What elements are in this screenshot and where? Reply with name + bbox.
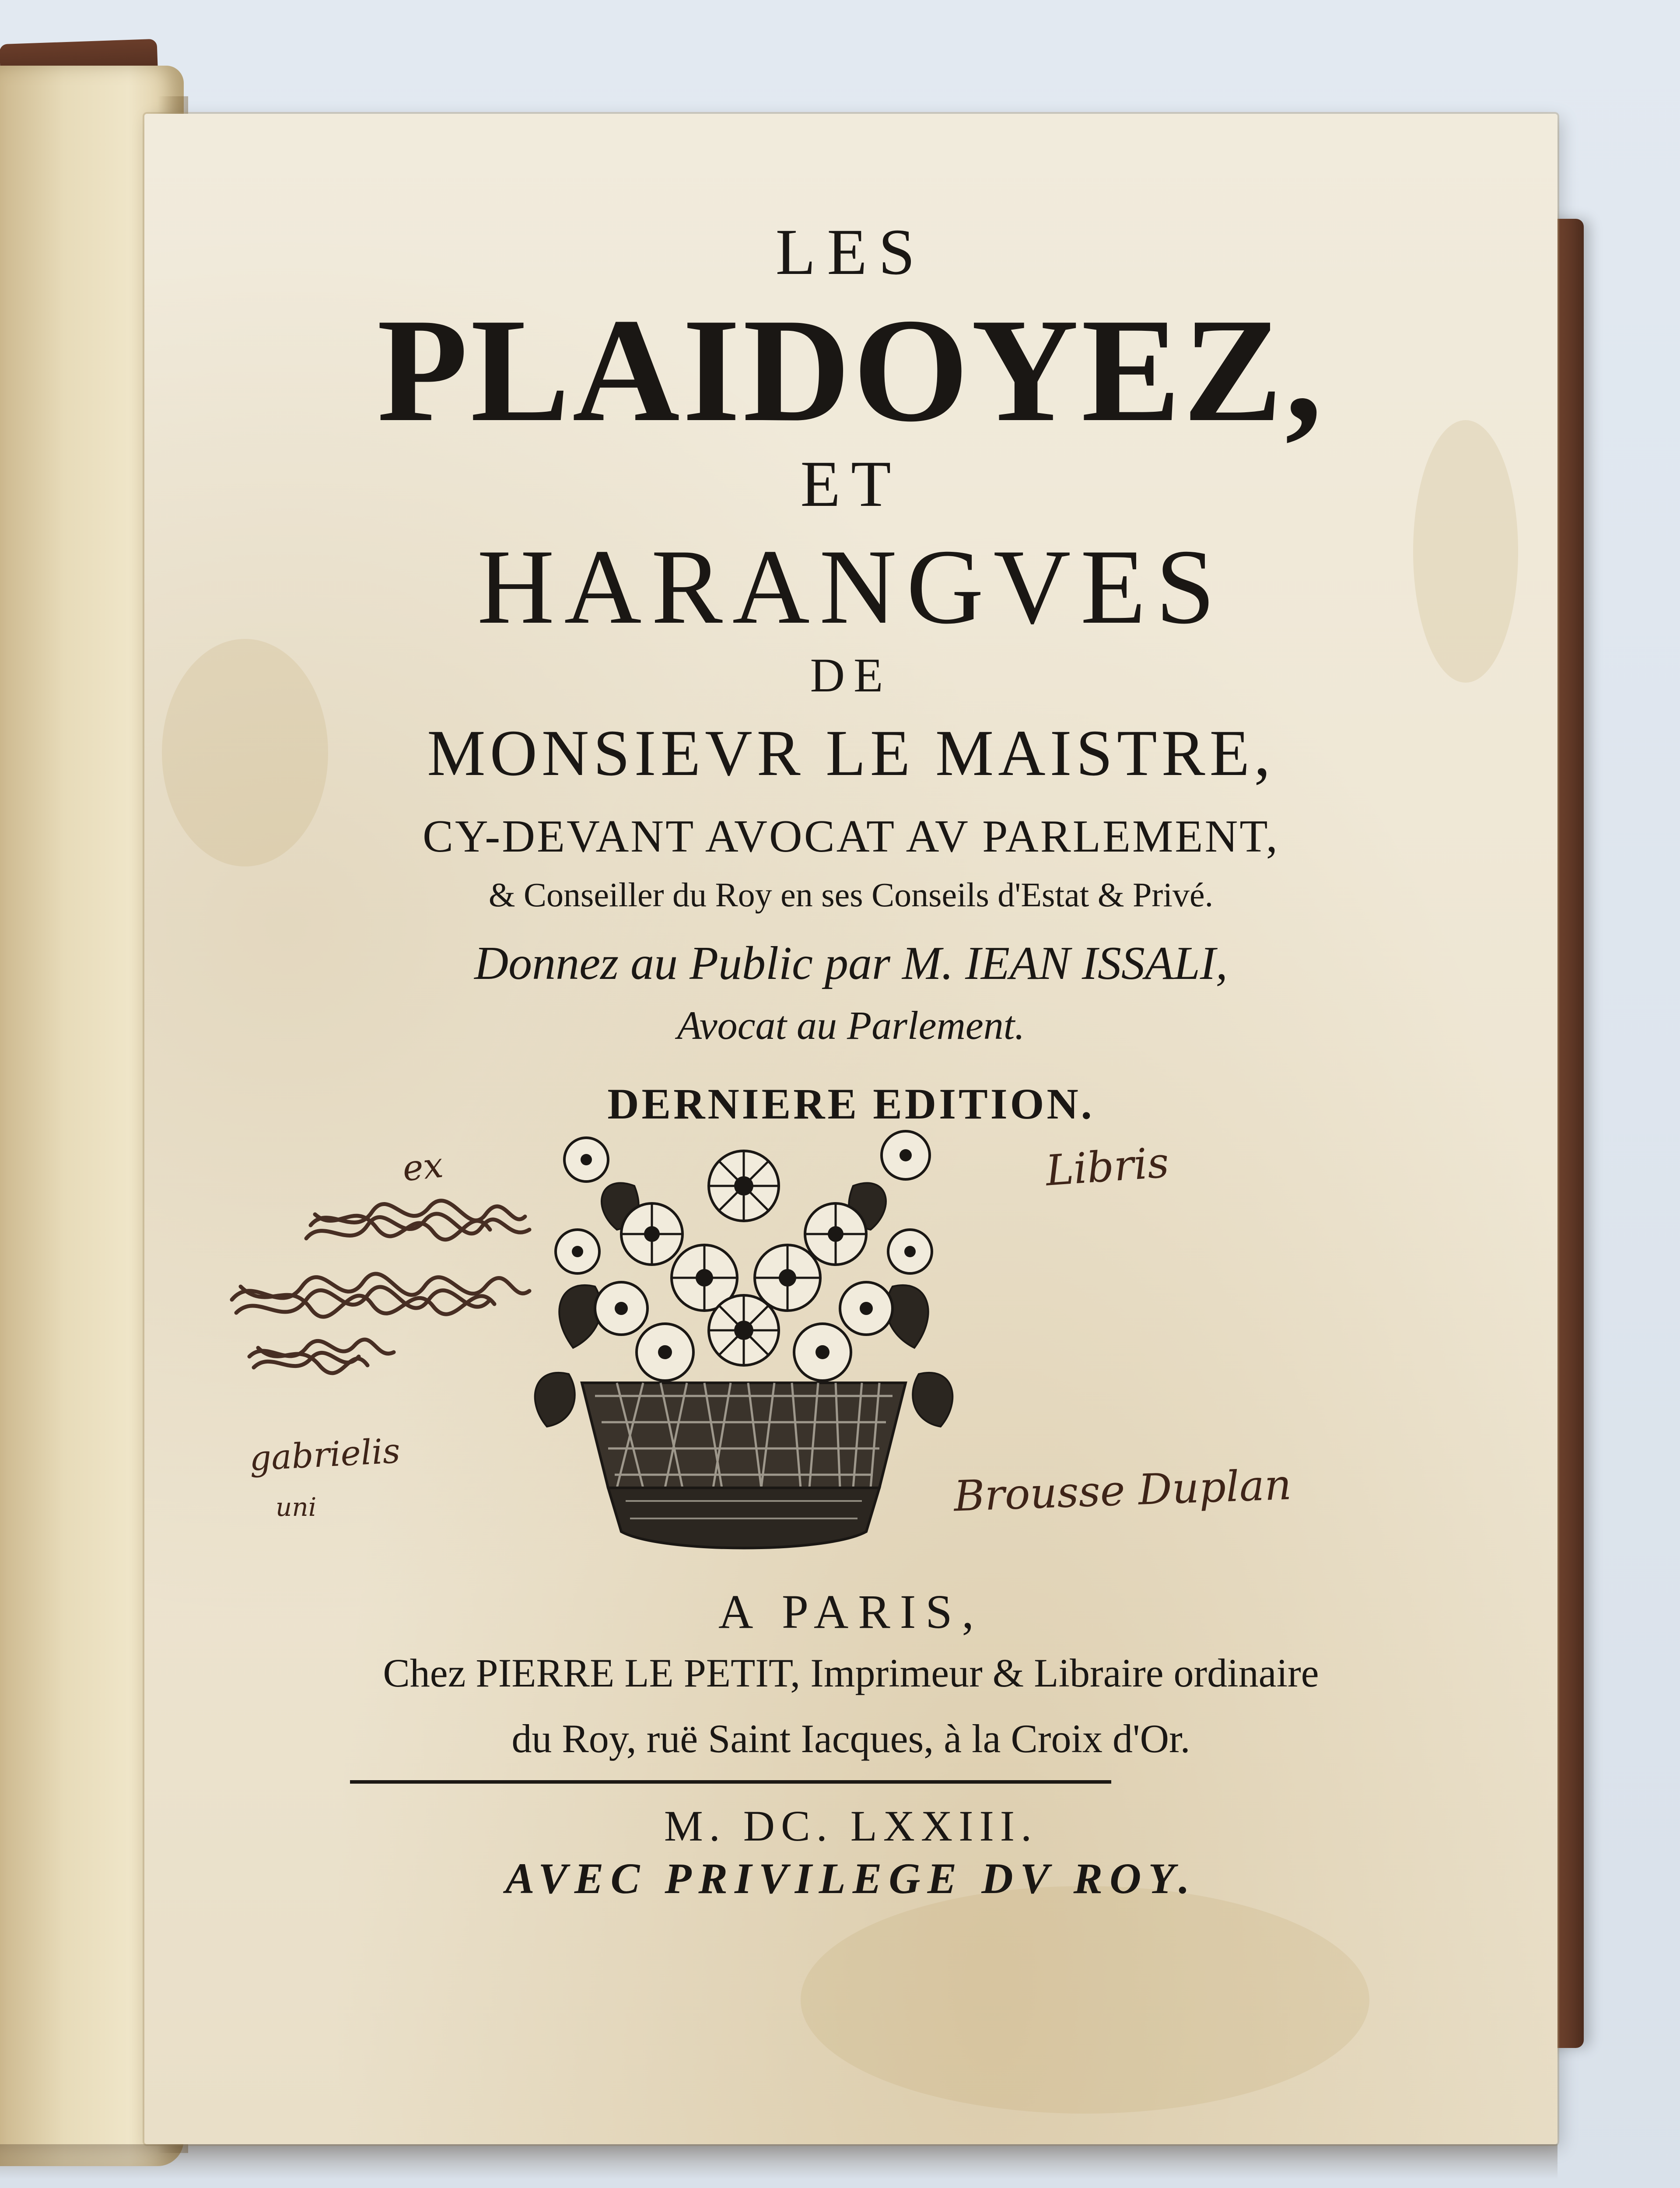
title-et: ET — [800, 448, 902, 520]
inscription-gabrielis: gabrielis — [248, 1431, 401, 1479]
book-bottom-shadow — [0, 2144, 1558, 2179]
author-name: MONSIEVR LE MAISTRE, — [427, 717, 1275, 789]
royal-privilege: AVEC PRIVILEGE DV ROY. — [505, 1854, 1197, 1903]
imprint-date: M. DC. LXXIII. — [664, 1802, 1038, 1850]
title-page — [144, 114, 1558, 2144]
author-title: CY-DEVANT AVOCAT AV PARLEMENT, — [423, 810, 1279, 862]
imprint-address: du Roy, ruë Saint Iacques, à la Croix d'Or. — [511, 1716, 1190, 1761]
crossed-out-inscription — [223, 1173, 538, 1418]
title-harangues: HARANGVES — [477, 527, 1225, 646]
inscription-brousse-duplan: Brousse Duplan — [953, 1460, 1292, 1521]
inscription-libris: Libris — [1044, 1138, 1171, 1196]
imprint-rule — [350, 1780, 1111, 1784]
editor-line: Donnez au Public par M. IEAN ISSALI, — [474, 937, 1228, 989]
inscription-ex: ex — [400, 1144, 445, 1189]
flower-basket-woodcut-icon — [521, 1120, 967, 1558]
author-office: & Conseiller du Roy en ses Conseils d'Estat & Privé. — [488, 876, 1214, 914]
inscription-uni: uni — [276, 1492, 317, 1522]
foxing-stain — [801, 1886, 1369, 2114]
title-plaidoyez: PLAIDOYEZ, — [377, 288, 1325, 452]
imprint-place: A PARIS, — [718, 1585, 984, 1638]
imprint-printer: Chez PIERRE LE PETIT, Imprimeur & Libraire ordinaire — [383, 1651, 1319, 1695]
title-de: DE — [810, 649, 892, 702]
editor-title: Avocat au Parlement. — [677, 1003, 1025, 1048]
edition-statement: DERNIERE EDITION. — [607, 1080, 1095, 1128]
title-les: LES — [775, 216, 927, 288]
